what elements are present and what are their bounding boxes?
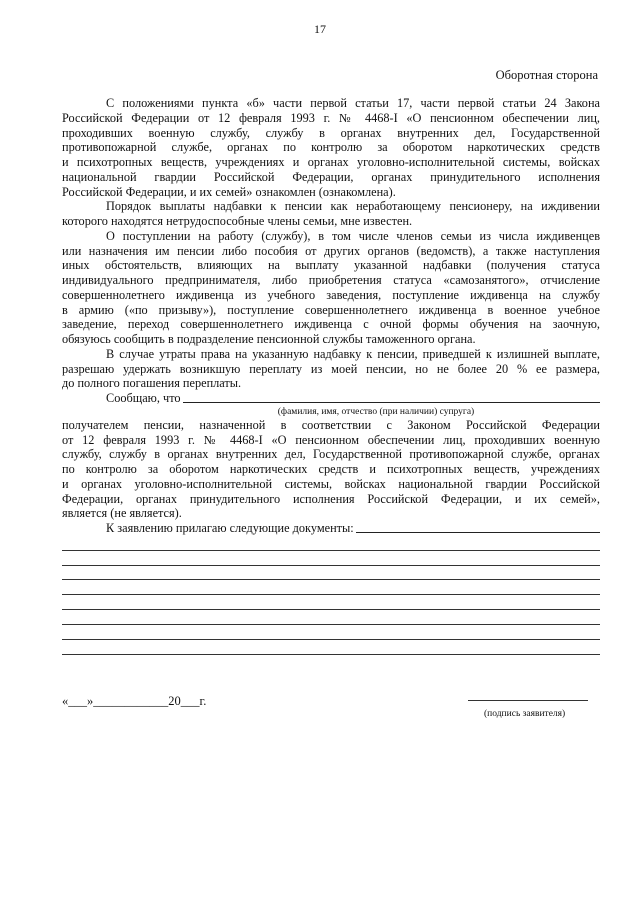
text-line: заведение, переход совершеннолетнего иждивенца с очной формы обучения на заочную, xyxy=(62,317,600,332)
paragraph xyxy=(62,229,600,347)
text-line: Порядок выплаты надбавки к пенсии как неработающему пенсионеру, на иждивении xyxy=(106,199,600,214)
text-line: Российской Федерации от 12 февраля 1993 г. № 4468-I «О пенсионном обеспечении лиц, xyxy=(62,110,600,125)
blank-line[interactable] xyxy=(62,580,600,595)
text-line: Федерации, органах принудительного исполнения Российской Федерации, и их семей», xyxy=(62,491,600,506)
spouse-field[interactable] xyxy=(62,391,600,406)
text-line: по контролю за оборотом наркотических средств и психотропных веществ, учреждениях xyxy=(62,462,600,476)
document-body xyxy=(62,96,600,655)
text-line: в армию («по призыву»), поступление совершеннолетнего иждивенца в военное учебное xyxy=(62,302,600,317)
signature-caption: (подпись заявителя) xyxy=(484,709,566,719)
side-label: Оборотная сторона xyxy=(495,68,598,82)
text-line: С положениями пункта «б» части первой статьи 17, части первой статьи 24 Закона xyxy=(106,96,600,110)
text-line: В случае утраты права на указанную надбавку к пенсии, приведшей к излишней выплате, xyxy=(106,346,600,361)
text-line: О поступлении на работу (службу), в том числе членов семьи из числа иждивенцев xyxy=(106,228,600,243)
text-line: или назначения им пенсии либо пособия от других органов (ведомств), а также наступления xyxy=(62,243,600,258)
text-line: получателем пенсии, назначенной в соответствии с Законом Российской Федерации xyxy=(62,417,600,432)
text-line: которого находятся нетрудоспособные члены семьи, мне известен. xyxy=(62,214,413,228)
text-line: Российской Федерации, и их семей» ознакомлен (ознакомлена). xyxy=(62,184,396,199)
blank-line[interactable] xyxy=(62,595,600,610)
paragraph xyxy=(62,96,600,199)
text-line: от 12 февраля 1993 г. № 4468-I «О пенсионном обеспечении лиц, проходивших военную xyxy=(62,432,600,447)
paragraph xyxy=(62,347,600,391)
text-line: является (не является). xyxy=(62,506,182,521)
blank-line[interactable] xyxy=(62,551,600,566)
text-line: и психотропных веществ, учреждениях и органах уголовно-исполнительной системы, войсках xyxy=(62,155,600,169)
spouse-name-line[interactable] xyxy=(183,402,600,403)
text-line: и органах уголовно-исполнительной системы, войсках национальной гвардии Российской xyxy=(62,476,600,491)
date-line[interactable]: «___»____________20___г. xyxy=(62,694,207,708)
spouse-field-label: Сообщаю, что xyxy=(106,391,181,405)
text-line: совершеннолетнего иждивенца из учебного заведения, поступление иждивенца на службу xyxy=(62,287,600,302)
documents-blank-lines[interactable] xyxy=(62,536,600,655)
paragraphs xyxy=(62,96,600,391)
documents-field[interactable] xyxy=(62,521,600,536)
text-line: обязуюсь сообщить в подразделение пенсионной службы таможенного органа. xyxy=(62,332,476,346)
text-line: национальной гвардии Российской Федерации, органах принудительного исполнения xyxy=(62,169,600,184)
blank-line[interactable] xyxy=(62,625,600,640)
spouse-field-caption: (фамилия, имя, отчество (при наличии) супруга) xyxy=(277,406,475,417)
page-number: 17 xyxy=(314,22,326,36)
paragraph xyxy=(62,199,600,229)
text-line: индивидуального предпринимателя, либо приобретения статуса «самозанятого», отчисление xyxy=(62,273,600,287)
blank-line[interactable] xyxy=(62,566,600,581)
blank-line[interactable] xyxy=(62,536,600,551)
documents-line[interactable] xyxy=(356,532,600,533)
text-line: иных обстоятельств, влияющих на выплату указанной надбавки (получения статуса xyxy=(62,258,600,273)
signature-line[interactable] xyxy=(468,700,588,701)
text-line: разрешаю удержать возникшую переплату из моей пенсии, но не более 20 % ее размера, xyxy=(62,361,600,376)
text-line: службу, службу в органах внутренних дел, Государственной противопожарной службе, органах xyxy=(62,447,600,462)
blank-line[interactable] xyxy=(62,610,600,625)
text-line: проходивших военную службу, службу в органах внутренних дел, Государственной xyxy=(62,125,600,140)
text-line: до полного погашения переплаты. xyxy=(62,376,242,391)
text-line: противопожарной службе, органах по контролю за оборотом наркотических средств xyxy=(62,140,600,155)
blank-line[interactable] xyxy=(62,640,600,655)
recipient-paragraph xyxy=(62,418,600,521)
documents-field-label: К заявлению прилагаю следующие документы: xyxy=(106,521,354,535)
